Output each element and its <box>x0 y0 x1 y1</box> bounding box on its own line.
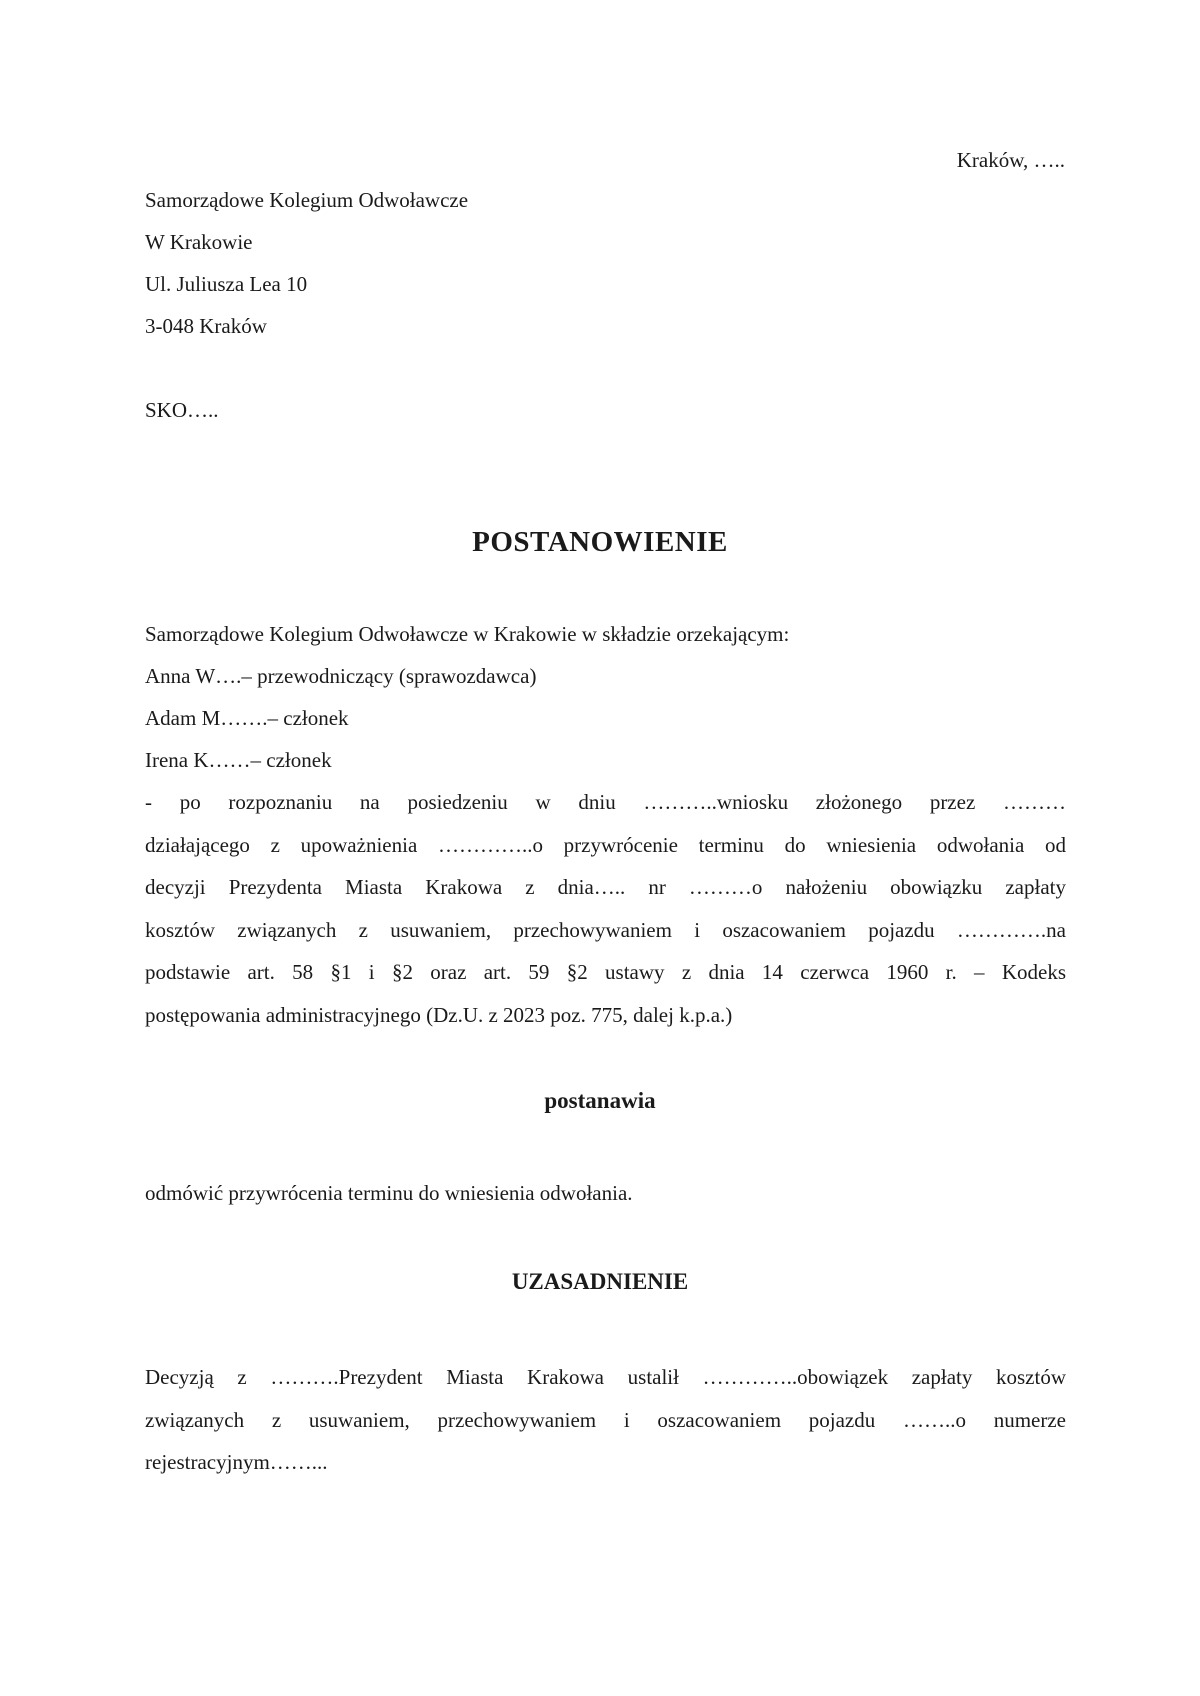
recital-line: podstawie art. 58 §1 i §2 oraz art. 59 §2 ustawy z dnia 14 czerwca 1960 r. – Kodeks <box>145 960 1066 984</box>
composition-member-chair: Anna W….– przewodniczący (sprawozdawca) <box>145 664 537 688</box>
addressee-postal: 3-048 Kraków <box>145 314 267 338</box>
justification-line: rejestracyjnym……... <box>145 1450 328 1474</box>
decides-heading: postanawia <box>544 1088 656 1113</box>
justification-line: związanych z usuwaniem, przechowywaniem i oszacowaniem pojazdu ……..o numerze <box>145 1407 1066 1432</box>
recital-line: kosztów związanych z usuwaniem, przechowywaniem i oszacowaniem pojazdu ………….na <box>145 917 1066 942</box>
decision-text: odmówić przywrócenia terminu do wniesienia odwołania. <box>145 1181 633 1205</box>
justification-line: Decyzją z ……….Prezydent Miasta Krakowa ustalił …………..obowiązek zapłaty kosztów <box>145 1365 1066 1389</box>
case-reference: SKO….. <box>145 398 219 422</box>
justification-heading: UZASADNIENIE <box>511 1269 689 1294</box>
recital-line: - po rozpoznaniu na posiedzeniu w dniu ………..wniosku złożonego przez ……… <box>145 790 1066 814</box>
recital-paragraph <box>145 781 1066 1036</box>
composition-member-3: Irena K……– członek <box>145 748 332 772</box>
place-date: Kraków, ….. <box>956 148 1065 172</box>
composition-member-2: Adam M…….– członek <box>145 706 349 730</box>
addressee-city: W Krakowie <box>145 230 253 254</box>
recital-line: postępowania administracyjnego (Dz.U. z 2023 poz. 775, dalej k.p.a.) <box>145 1002 733 1027</box>
recital-line: działającego z upoważnienia …………..o przywrócenie terminu do wniesienia odwołania od <box>145 832 1066 857</box>
recital-line: decyzji Prezydenta Miasta Krakowa z dnia….. nr ………o nałożeniu obowiązku zapłaty <box>145 875 1066 899</box>
justification-paragraph <box>145 1356 1066 1484</box>
composition-intro: Samorządowe Kolegium Odwoławcze w Krakowie w składzie orzekającym: <box>145 622 790 646</box>
addressee-street: Ul. Juliusza Lea 10 <box>145 272 308 296</box>
addressee-name: Samorządowe Kolegium Odwoławcze <box>145 188 469 212</box>
document-title: POSTANOWIENIE <box>472 526 728 558</box>
